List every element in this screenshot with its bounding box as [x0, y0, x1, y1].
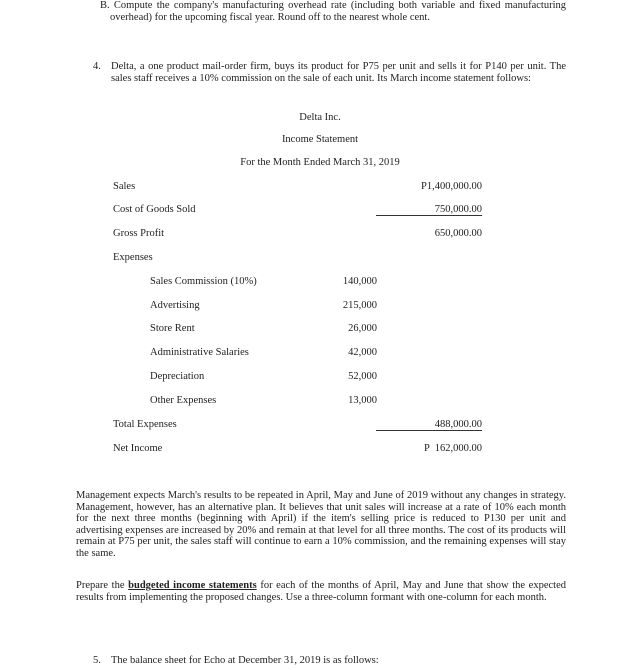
expenses-label: Expenses — [113, 252, 153, 263]
prepare-text-pre: Prepare the — [76, 580, 129, 591]
gross-profit-value: 650,000.00 — [434, 228, 482, 239]
expense-label: Store Rent — [150, 323, 195, 334]
expense-value: 13,000 — [348, 395, 377, 406]
problem-4-number: 4. — [93, 61, 101, 72]
expense-value: 26,000 — [348, 323, 377, 334]
management-paragraph: Management expects March's results to be repeated in April, May and June of 2019 without any changes in strategy. Management, however, has an alternative plan. It believes that unit sales will increase at a rate of 10% each month for the next three months (beginning with April) if the item's selling price is reduced to P130 per unit and advertising expenses are increased by 20% and remain at that level for all three months. The cost of its products will remain at P75 per unit, the sales staff will continue to earn a 10% commission, and the remaining expenses will stay the same. — [76, 490, 566, 559]
expense-value: 215,000 — [342, 300, 377, 311]
sales-label: Sales — [113, 181, 136, 192]
expense-label: Sales Commission (10%) — [150, 276, 257, 287]
expense-label: Advertising — [150, 300, 200, 311]
problem-5-number: 5. — [93, 655, 101, 666]
gross-profit-label: Gross Profit — [113, 228, 165, 239]
total-expenses-label: Total Expenses — [113, 419, 177, 430]
expense-value: 52,000 — [348, 371, 377, 382]
item-b-text: B. Compute the company's manufacturing overhead rate (including both variable and fixed manufacturing overhead) for the upcoming fiscal year. Round off to the nearest whole cent. — [100, 0, 566, 23]
expense-value: 140,000 — [342, 276, 377, 287]
problem-5-text: The balance sheet for Echo at December 31, 2019 is as follows: — [111, 655, 379, 666]
prepare-text-post: for each of the months of April, May and June that show the expected results from implementing the proposed changes. Use a three-column formant with one-column for each month. — [76, 580, 566, 603]
statement-title: Income Statement — [281, 134, 359, 145]
expense-label: Other Expenses — [150, 395, 217, 406]
expense-label: Administrative Salaries — [150, 347, 249, 358]
cogs-value: 750,000.00 — [376, 204, 482, 216]
cogs-label: Cost of Goods Sold — [113, 204, 196, 215]
sales-value: P1,400,000.00 — [421, 181, 482, 192]
expense-value: 42,000 — [348, 347, 377, 358]
budgeted-income-statements-term: budgeted income statements — [128, 580, 257, 591]
company-name: Delta Inc. — [299, 112, 341, 123]
prepare-paragraph — [76, 580, 566, 603]
net-income-label: Net Income — [113, 443, 163, 454]
problem-4-intro: Delta, a one product mail-order firm, buys its product for P75 per unit and sells it for P140 per unit. The sales staff receives a 10% commission on the sale of each unit. Its March income statement follows: — [111, 61, 566, 84]
total-expenses-value: 488,000.00 — [376, 419, 482, 431]
statement-period: For the Month Ended March 31, 2019 — [240, 157, 400, 168]
net-income-value: P 162,000.00 — [424, 443, 482, 454]
expense-label: Depreciation — [150, 371, 205, 382]
